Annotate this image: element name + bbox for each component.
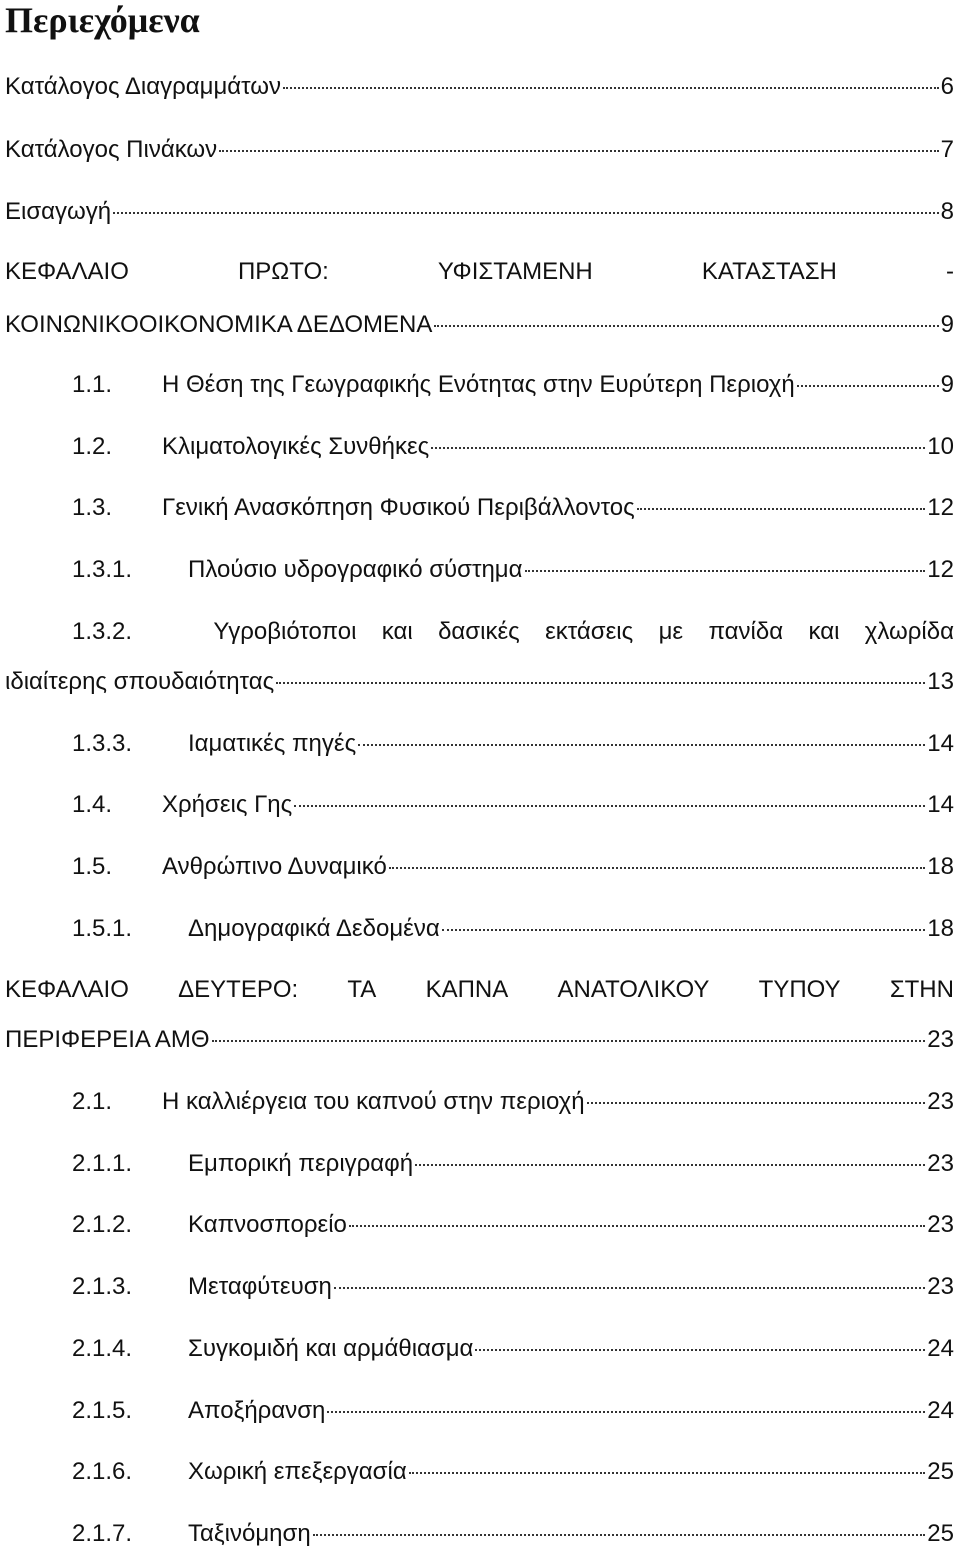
toc-entry-title: Ιαματικές πηγές (188, 730, 357, 757)
toc-entry-number: 2.1.2. (72, 1211, 133, 1238)
toc-entry-word: ΤΑ (347, 976, 377, 1003)
dot-leader (587, 1102, 926, 1104)
toc-heading: Περιεχόμενα (5, 0, 200, 40)
toc-entry-title: Γενική Ανασκόπηση Φυσικού Περιβάλλοντος (162, 494, 635, 521)
toc-entry-page-number: 6 (940, 73, 954, 100)
toc-entry-row (72, 729, 954, 759)
toc-entry-title: ιδιαίτερης σπουδαιότητας (5, 668, 275, 695)
toc-entry-row (72, 914, 954, 944)
dot-leader (475, 1349, 925, 1351)
toc-entry-title: Συγκομιδή και αρμάθιασμα (188, 1335, 474, 1362)
toc-entry[interactable] (0, 1334, 960, 1364)
toc-entry-page-number: 25 (927, 1520, 954, 1547)
toc-entry-title: Ανθρώπινο Δυναμικό (162, 853, 387, 880)
toc-entry[interactable] (0, 790, 960, 820)
toc-entry-title: Εισαγωγή (5, 198, 112, 225)
toc-entry-line (0, 257, 960, 287)
toc-entry[interactable] (0, 1087, 960, 1117)
toc-entry-number: 1.2. (72, 433, 113, 460)
dot-leader (294, 805, 925, 807)
toc-entry[interactable] (0, 432, 960, 462)
toc-entry-page-number: 9 (940, 311, 954, 338)
toc-entry-number: 1.5. (72, 853, 113, 880)
toc-entry-number: 2.1.7. (72, 1520, 133, 1547)
toc-entry-word: ΚΕΦΑΛΑΙΟ (5, 976, 129, 1003)
toc-entry[interactable] (0, 135, 960, 165)
toc-entry-number: 2.1.1. (72, 1150, 133, 1177)
toc-entry-word: δασικές (438, 618, 520, 645)
toc-entry-number: 1.1. (72, 371, 113, 398)
dot-leader (389, 867, 925, 869)
toc-entry-row (72, 790, 954, 820)
toc-entry[interactable] (0, 493, 960, 523)
toc-entry-page-number: 7 (940, 136, 954, 163)
toc-entry-title: Εμπορική περιγραφή (188, 1150, 414, 1177)
dot-leader (637, 508, 926, 510)
dot-leader (212, 1040, 926, 1042)
toc-entry-number: 2.1.6. (72, 1458, 133, 1485)
toc-entry-row (72, 1396, 954, 1426)
dot-leader (525, 570, 926, 572)
toc-entry[interactable] (0, 729, 960, 759)
toc-entry-word: ΚΕΦΑΛΑΙΟ (5, 258, 129, 285)
dot-leader (415, 1164, 925, 1166)
toc-entry-page-number: 24 (927, 1397, 954, 1424)
toc-entry-row (72, 852, 954, 882)
dot-leader (313, 1534, 926, 1536)
toc-entry-row (72, 1457, 954, 1487)
toc-entry-page-number: 12 (927, 556, 954, 583)
toc-entry-word: και (381, 618, 413, 645)
toc-entry-row (72, 432, 954, 462)
toc-entry-word: ΤΥΠΟΥ (758, 976, 841, 1003)
toc-entry-title: Δημογραφικά Δεδομένα (188, 915, 440, 942)
toc-entry-page-number: 18 (927, 915, 954, 942)
toc-entry-title: Καπνοσπορείο (188, 1211, 347, 1238)
toc-entry-word: και (808, 618, 840, 645)
toc-entry-page-number: 23 (927, 1211, 954, 1238)
toc-entry-row (5, 197, 954, 227)
toc-entry-justified-line (5, 975, 954, 1005)
toc-entry-word: - (945, 258, 954, 285)
dot-leader (334, 1287, 925, 1289)
toc-entry[interactable] (0, 1210, 960, 1240)
dot-leader (409, 1472, 926, 1474)
toc-entry-page-number: 9 (940, 371, 954, 398)
toc-entry-title: Η Θέση της Γεωγραφικής Ενότητας στην Ευρύτερη Περιοχή (162, 371, 795, 398)
toc-entry-row (5, 667, 954, 697)
toc-entry-title: Πλούσιο υδρογραφικό σύστημα (188, 556, 523, 583)
toc-entry-title: ΚΟΙΝΩΝΙΚΟΟΙΚΟΝΟΜΙΚΑ ΔΕΔΟΜΕΝΑ (5, 311, 433, 338)
toc-entry-row (72, 370, 954, 400)
toc-entry-word: ΚΑΤΑΣΤΑΣΗ (701, 258, 837, 285)
dot-leader (219, 150, 938, 152)
toc-entry-word: ΥΦΙΣΤΑΜΕΝΗ (437, 258, 593, 285)
dot-leader (358, 744, 925, 746)
toc-entry-page-number: 24 (927, 1335, 954, 1362)
toc-entry-number: 2.1.4. (72, 1335, 133, 1362)
toc-entry-row (72, 1272, 954, 1302)
toc-entry-row (5, 310, 954, 340)
toc-entry-row (72, 1210, 954, 1240)
dot-leader (442, 929, 926, 931)
toc-entry-page-number: 13 (927, 668, 954, 695)
toc-entry-row (5, 1025, 954, 1055)
toc-entry[interactable] (0, 1519, 960, 1549)
toc-entry[interactable] (0, 914, 960, 944)
toc-entry-title: Μεταφύτευση (188, 1273, 332, 1300)
toc-entry-word: με (658, 618, 684, 645)
dot-leader (113, 212, 939, 214)
toc-entry-word: εκτάσεις (545, 618, 634, 645)
toc-entry-title: Η καλλιέργεια του καπνού στην περιοχή (162, 1088, 585, 1115)
toc-entry[interactable] (0, 555, 960, 585)
toc-entry-number: 1.5.1. (72, 915, 133, 942)
toc-entry-number: 2.1. (72, 1088, 113, 1115)
dot-leader (434, 325, 938, 327)
toc-entry-word: Υγροβιότοποι (213, 618, 357, 645)
toc-entry-page-number: 23 (927, 1273, 954, 1300)
toc-entry-word: ΠΡΩΤΟ: (237, 258, 329, 285)
toc-entry-page-number: 23 (927, 1026, 954, 1053)
toc-entry-title: Κατάλογος Διαγραμμάτων (5, 73, 282, 100)
dot-leader (431, 447, 925, 449)
toc-entry-page-number: 23 (927, 1150, 954, 1177)
toc-entry-line (0, 617, 960, 647)
toc-entry-page-number: 10 (927, 433, 954, 460)
dot-leader (327, 1411, 925, 1413)
toc-entry-page-number: 14 (927, 791, 954, 818)
toc-entry[interactable] (0, 1272, 960, 1302)
dot-leader (276, 682, 925, 684)
toc-entry-line (0, 975, 960, 1005)
toc-entry-page-number: 12 (927, 494, 954, 521)
toc-entry-row (5, 135, 954, 165)
dot-leader (349, 1225, 925, 1227)
toc-entry[interactable] (0, 72, 960, 102)
toc-entry[interactable] (0, 667, 960, 697)
toc-entry-justified-line (72, 617, 954, 647)
toc-entry-row (5, 72, 954, 102)
toc-entry-row (72, 555, 954, 585)
toc-entry-title: Χρήσεις Γης (162, 791, 293, 818)
toc-entry-row (72, 1519, 954, 1549)
toc-entry-title: Χωρική επεξεργασία (188, 1458, 407, 1485)
toc-entry-row (72, 493, 954, 523)
toc-entry-number: 2.1.5. (72, 1397, 133, 1424)
toc-entry-word: ΣΤΗΝ (889, 976, 954, 1003)
toc-entry-row (72, 1334, 954, 1364)
toc-entry-title: Κατάλογος Πινάκων (5, 136, 218, 163)
toc-entry-title: ΠΕΡΙΦΕΡΕΙΑ ΑΜΘ (5, 1026, 210, 1053)
toc-entry-row (72, 1149, 954, 1179)
toc-entry-title: Κλιματολογικές Συνθήκες (162, 433, 430, 460)
toc-entry-page-number: 14 (927, 730, 954, 757)
toc-entry-number: 1.4. (72, 791, 113, 818)
toc-entry-page-number: 25 (927, 1458, 954, 1485)
toc-entry-page-number: 8 (940, 198, 954, 225)
toc-entry-number: 1.3.1. (72, 556, 133, 583)
toc-entry-number: 1.3.3. (72, 730, 133, 757)
toc-entry-word: χλωρίδα (864, 618, 954, 645)
toc-entry-word: ΚΑΠΝΑ (425, 976, 509, 1003)
toc-entry[interactable] (0, 310, 960, 340)
toc-entry[interactable] (0, 1149, 960, 1179)
toc-entry[interactable] (0, 1396, 960, 1426)
toc-entry-word: ΑΝΑΤΟΛΙΚΟΥ (557, 976, 710, 1003)
dot-leader (797, 385, 939, 387)
toc-entry-number: 1.3. (72, 494, 113, 521)
dot-leader (283, 87, 939, 89)
toc-entry[interactable] (0, 852, 960, 882)
toc-entry-row (72, 1087, 954, 1117)
toc-entry-word: ΔΕΥΤΕΡΟ: (178, 976, 299, 1003)
toc-entry-title: Ταξινόμηση (188, 1520, 311, 1547)
toc-entry-word: πανίδα (708, 618, 784, 645)
toc-entry-number: 1.3.2. (72, 618, 133, 645)
toc-entry[interactable] (0, 197, 960, 227)
toc-entry-justified-line (5, 257, 954, 287)
toc-entry-number: 2.1.3. (72, 1273, 133, 1300)
toc-entry[interactable] (0, 370, 960, 400)
toc-entry[interactable] (0, 1457, 960, 1487)
toc-entry-title: Αποξήρανση (188, 1397, 326, 1424)
toc-entry[interactable] (0, 1025, 960, 1055)
toc-entry-page-number: 23 (927, 1088, 954, 1115)
toc-entry-page-number: 18 (927, 853, 954, 880)
